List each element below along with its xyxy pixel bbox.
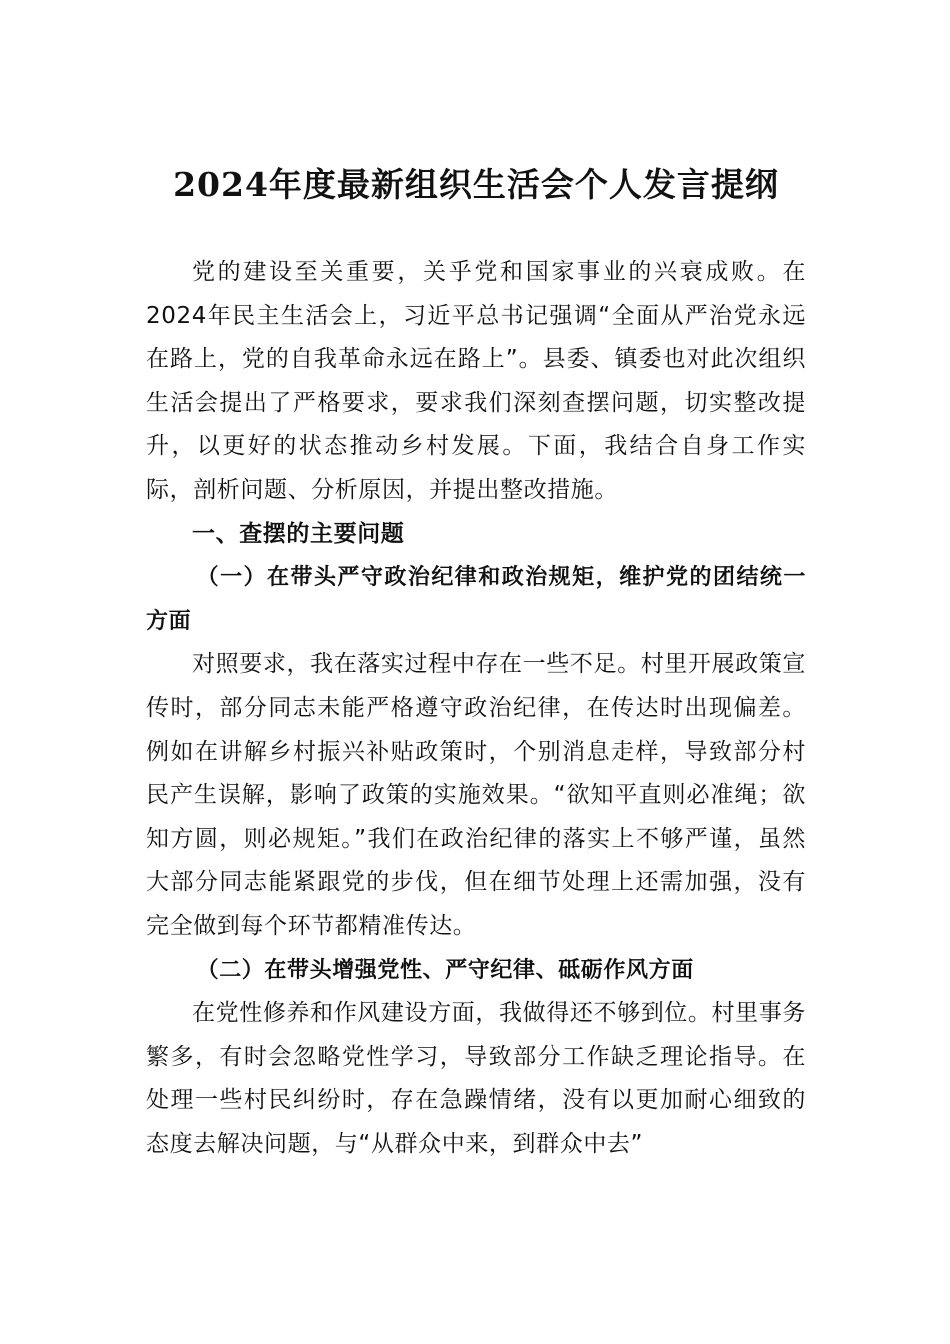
subsection-heading-political-discipline: （一）在带头严守政治纪律和政治规矩，维护党的团结统一方面 — [146, 564, 806, 634]
document-title: 2024年度最新组织生活会个人发言提纲 — [173, 165, 779, 204]
subsection-body-political-discipline: 对照要求，我在落实过程中存在一些不足。村里开展政策宣传时，部分同志未能严格遵守政治纪律，在传达时出现偏差。例如在讲解乡村振兴补贴政策时，个别消息走样，导致部分村民产生误解，影响了政策的实施效果。“欲知平直则必准绳；欲知方圆，则必规矩。”我们在政治纪律的落实上不够严谨，虽然大部分同志能紧跟党的步伐，但在细节处理上还需加强，没有完全做到每个环节都精准传达。 — [146, 651, 806, 939]
subsection-body-party-spirit: 在党性修养和作风建设方面，我做得还不够到位。村里事务繁多，有时会忽略党性学习，导致部分工作缺乏理论指导。在处理一些村民纠纷时，存在急躁情绪，没有以更加耐心细致的态度去解决问题，与“从群众中来，到群众中去” — [146, 1000, 806, 1157]
section-heading-problems: 一、查摆的主要问题 — [192, 520, 405, 547]
document-body — [146, 155, 806, 1166]
subsection-heading-party-spirit: （二）在带头增强党性、严守纪律、砥砺作风方面 — [196, 956, 694, 983]
intro-paragraph: 党的建设至关重要，关乎党和国家事业的兴衰成败。在2024年民主生活会上，习近平总书记强调“全面从严治党永远在路上，党的自我革命永远在路上”。县委、镇委也对此次组织生活会提出了严格要求，要求我们深刻查摆问题，切实整改提升，以更好的状态推动乡村发展。下面，我结合自身工作实际，剖析问题、分析原因，并提出整改措施。 — [146, 259, 806, 503]
